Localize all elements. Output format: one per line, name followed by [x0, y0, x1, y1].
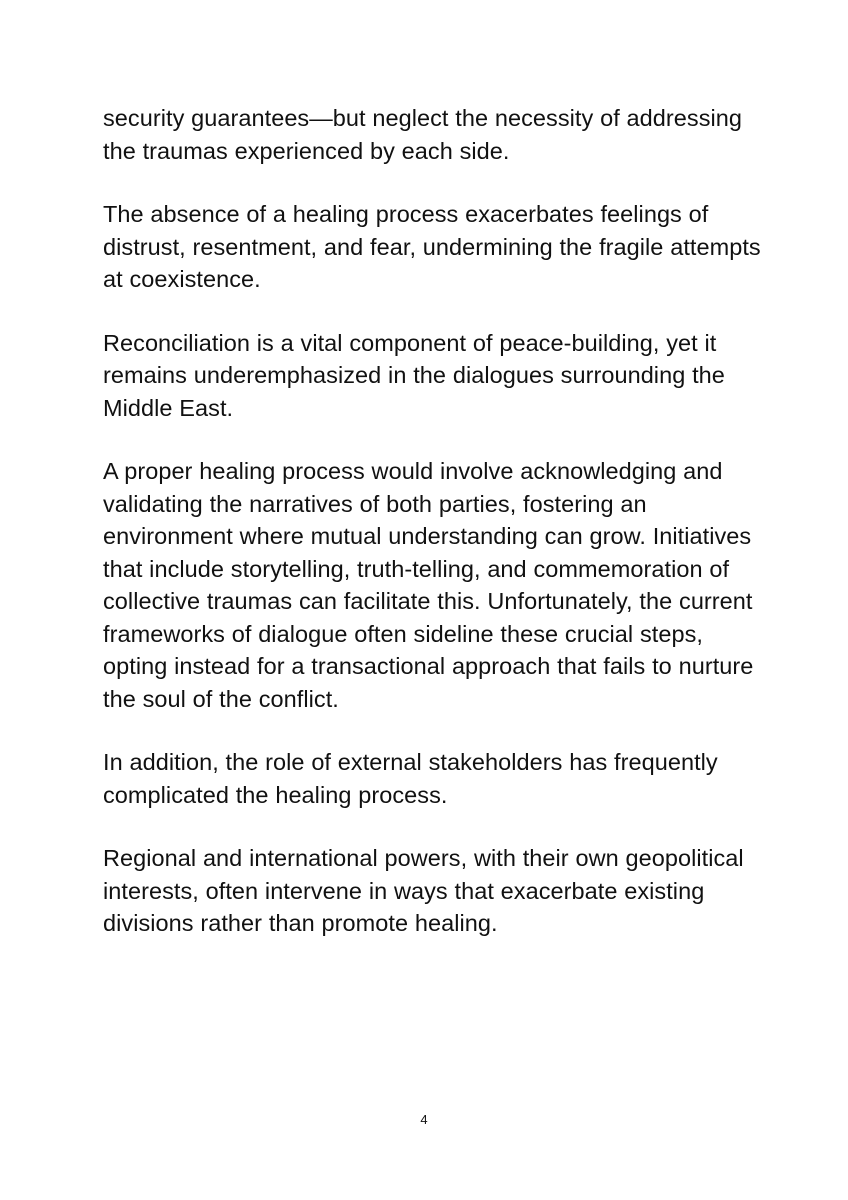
page-number: 4 — [420, 1112, 428, 1127]
paragraph-reconciliation: Reconciliation is a vital component of peace-building, yet it remains underemphasized in the dialogues surrounding the Middle East. — [103, 329, 725, 421]
paragraph-regional-powers: Regional and international powers, with their own geopolitical interests, often intervene in ways that exacerbate existing divisions rather than promote healing. — [103, 845, 744, 936]
body-text — [103, 102, 763, 971]
paragraph-security-guarantees: security guarantees—but neglect the necessity of addressing the traumas experienced by each side. — [103, 105, 743, 164]
paragraph-absence-of-healing: The absence of a healing process exacerbates feelings of distrust, resentment, and fear, undermining the fragile attempts at coexistence. — [103, 201, 761, 292]
paragraph-proper-healing-process: A proper healing process would involve acknowledging and validating the narratives of both parties, fostering an environment where mutual understanding can grow. Initiatives that include storytelling, truth-telling, and commemoration of collective traumas can facilitate this. Unfortunately, the current frameworks of dialogue often sideline these crucial steps, opting instead for a transactional approach that fails to nurture the soul of the conflict. — [103, 458, 754, 712]
paragraph-external-stakeholders: In addition, the role of external stakeholders has frequently complicated the healing process. — [103, 749, 718, 808]
